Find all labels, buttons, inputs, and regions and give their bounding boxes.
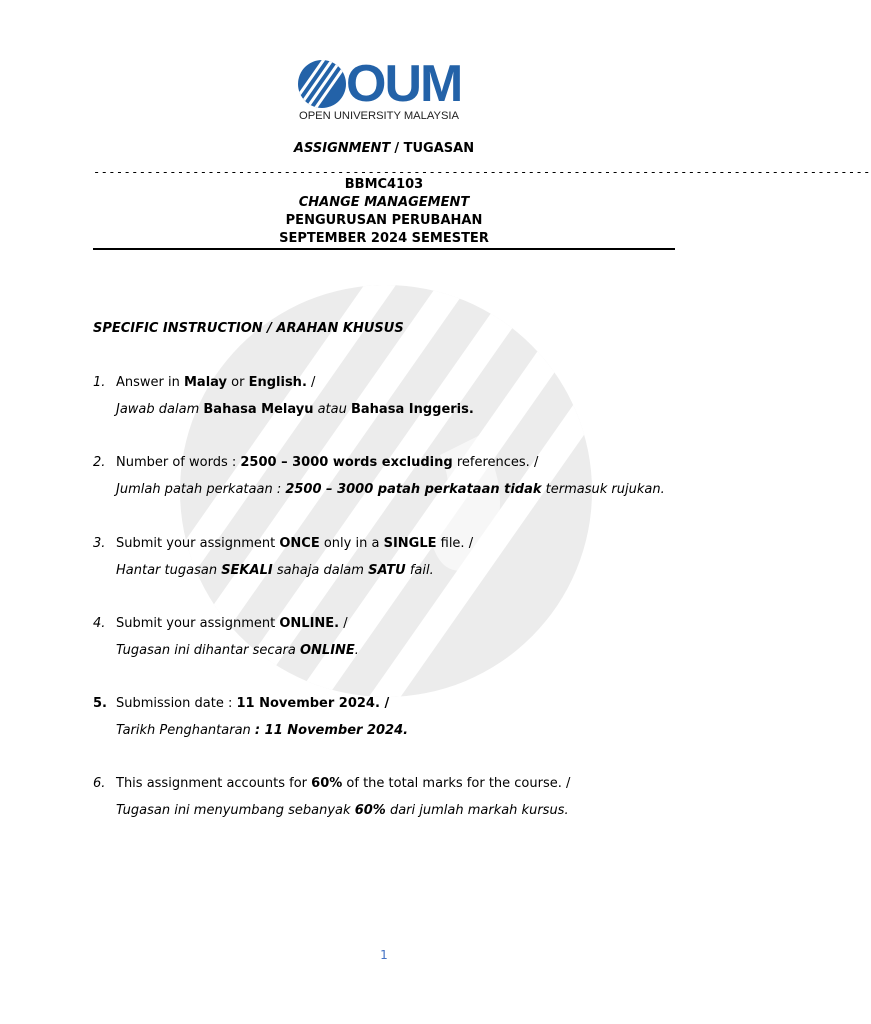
bold-part: 60%: [354, 803, 386, 818]
item-text-en: [116, 775, 570, 793]
text-part: Jawab dalam: [116, 402, 204, 417]
instructions-title: SPECIFIC INSTRUCTION / ARAHAN KHUSUS: [93, 321, 404, 336]
item-text-ms: [116, 642, 359, 660]
text-part: Submit your assignment: [116, 616, 280, 631]
text-part: Hantar tugasan: [116, 563, 222, 578]
bold-part: Bahasa Inggeris.: [351, 402, 474, 417]
text-part: Tugasan ini dihantar secara: [116, 643, 300, 658]
bold-part: English.: [248, 375, 307, 390]
bold-part: 60%: [311, 776, 343, 791]
bold-part: 2500 – 3000 patah perkataan tidak: [285, 482, 542, 497]
text-part: Submit your assignment: [116, 536, 280, 551]
item-text-ms: [116, 722, 408, 740]
text-part: fail.: [405, 563, 434, 578]
text-part: atau: [313, 402, 351, 417]
text-part: sahaja dalam: [272, 563, 369, 578]
text-part: of the total marks for the course. /: [342, 776, 571, 791]
item-number: 6.: [93, 776, 106, 791]
bold-part: : 11 November 2024.: [254, 723, 409, 738]
item-text-en: [116, 615, 348, 633]
page-number: 1: [380, 948, 388, 962]
text-part: Answer in: [116, 375, 184, 390]
text-part: only in a: [319, 536, 384, 551]
text-part: or: [227, 375, 249, 390]
course-title-en: CHANGE MANAGEMENT: [298, 195, 470, 210]
text-part: termasuk rujukan.: [541, 482, 665, 497]
text-part: Tugasan ini menyumbang sebanyak: [116, 803, 355, 818]
text-part: This assignment accounts for: [116, 776, 312, 791]
header-rule: [93, 248, 675, 250]
logo-wordmark: OUM: [346, 55, 462, 113]
course-title-ms: PENGURUSAN PERUBAHAN: [285, 213, 483, 228]
instructions-section: [93, 320, 693, 818]
bold-part: ONCE: [279, 536, 320, 551]
semester: SEPTEMBER 2024 SEMESTER: [279, 231, 489, 246]
text-part: Submission date :: [116, 696, 237, 711]
bold-part: Bahasa Melayu: [203, 402, 314, 417]
text-part: dari jumlah markah kursus.: [385, 803, 569, 818]
item-text-en: [116, 535, 473, 553]
text-part: Number of words :: [116, 455, 241, 470]
dashed-divider: ------------------------------------------------------------------------------------------------------: [93, 165, 871, 179]
text-part: /: [306, 375, 316, 390]
item-number: 4.: [93, 616, 106, 631]
bold-part: SINGLE: [383, 536, 437, 551]
item-text-en: [116, 695, 389, 713]
item-number: 1.: [93, 375, 106, 390]
item-text-en: [116, 454, 538, 472]
bold-part: 2500 – 3000 words excluding: [240, 455, 453, 470]
item-text-en: [116, 374, 315, 392]
text-part: Jumlah patah perkataan :: [116, 482, 286, 497]
text-part: .: [354, 643, 359, 658]
item-number: 3.: [93, 536, 106, 551]
text-part: references. /: [452, 455, 539, 470]
oum-logo: [296, 55, 476, 128]
course-code: BBMC4103: [344, 177, 424, 192]
bold-part: SEKALI: [221, 563, 273, 578]
bold-part: ONLINE: [299, 643, 355, 658]
oum-globe-logo-icon: [298, 60, 346, 108]
bold-part: Malay: [184, 375, 228, 390]
bold-part: ONLINE.: [279, 616, 340, 631]
text-part: Tarikh Penghantaran: [116, 723, 255, 738]
item-text-ms: [116, 802, 569, 820]
item-number: 5.: [93, 696, 107, 711]
text-part: file. /: [436, 536, 474, 551]
item-text-ms: [116, 562, 434, 580]
logo-subtitle: OPEN UNIVERSITY MALAYSIA: [299, 110, 459, 122]
bold-part: SATU: [368, 563, 406, 578]
item-text-ms: [116, 401, 474, 419]
assignment-label-suffix: / TUGASAN: [394, 141, 475, 156]
assignment-label: ASSIGNMENT: [293, 141, 391, 156]
bold-part: 11 November 2024. /: [236, 696, 390, 711]
item-number: 2.: [93, 455, 106, 470]
text-part: /: [339, 616, 348, 631]
item-text-ms: [116, 481, 665, 499]
assignment-heading: [0, 140, 768, 158]
